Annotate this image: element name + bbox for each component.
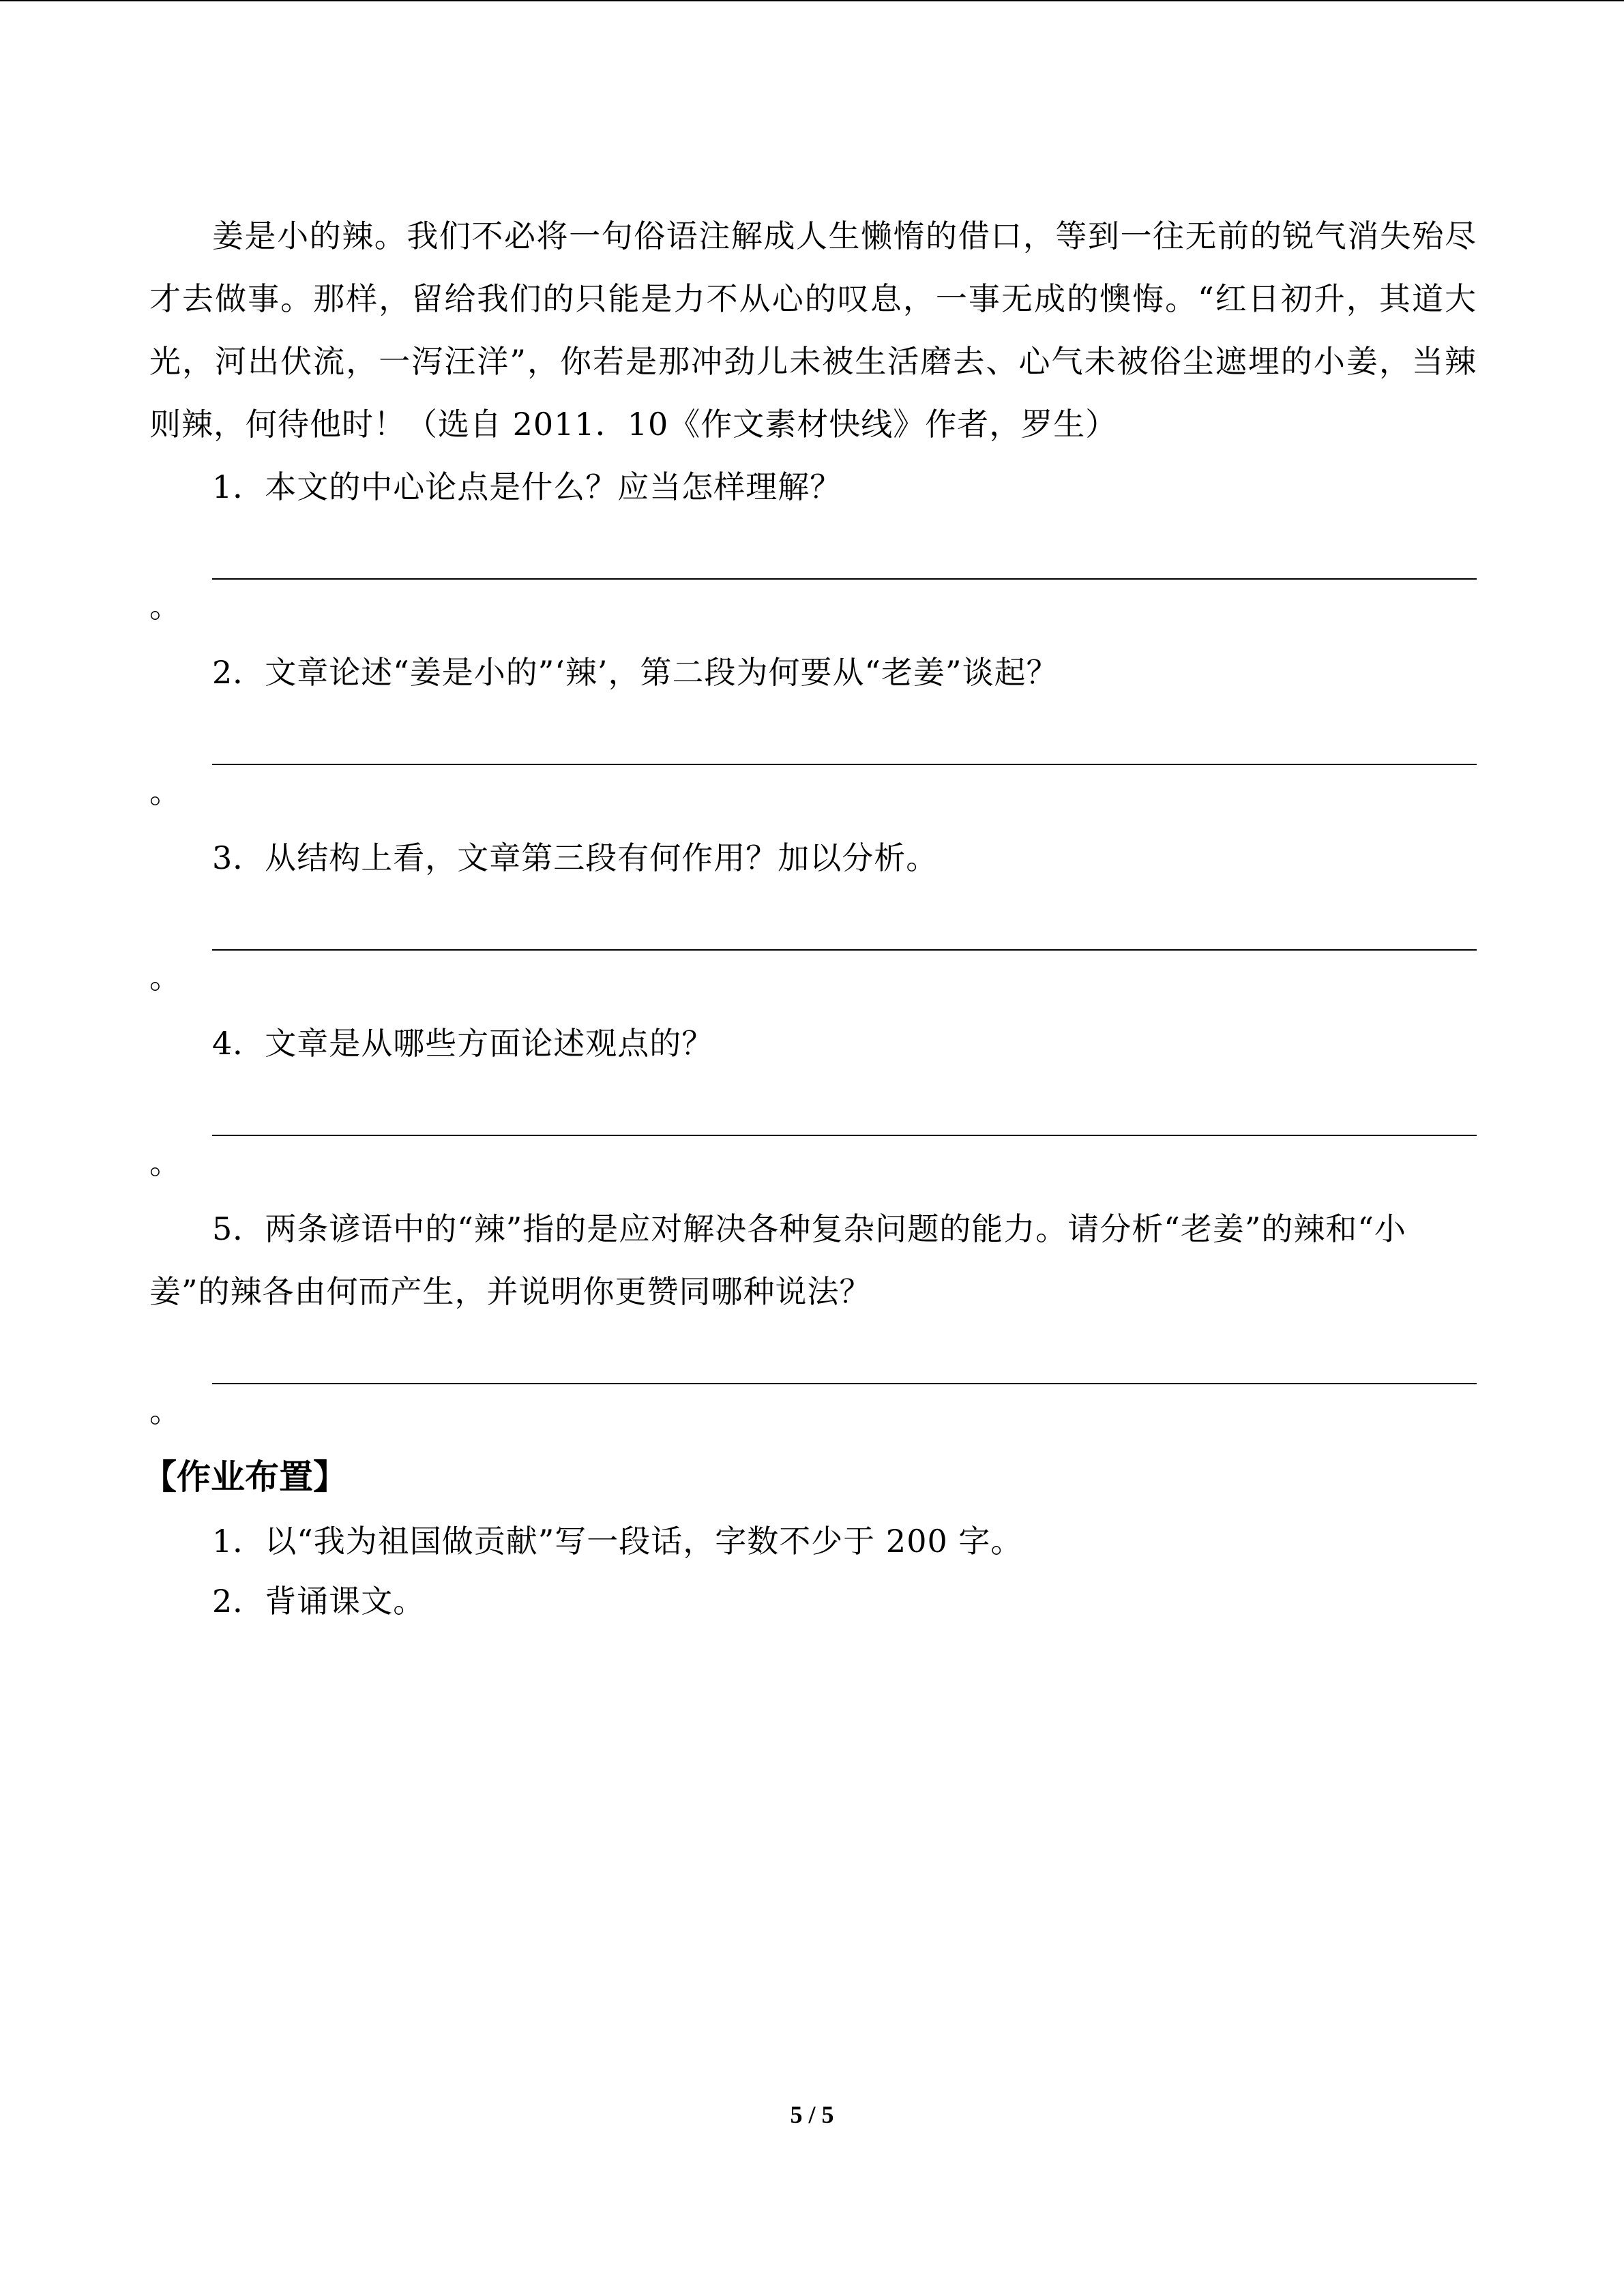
- passage-paragraph: 姜是小的辣。我们不必将一句俗语注解成人生懒惰的借口，等到一往无前的锐气消失殆尽才去做事。那样，留给我们的只能是力不从心的叹息，一事无成的懊悔。“红日初升，其道大光，河出伏流，一泻汪洋”，你若是那冲劲儿未被生活磨去、心气未被俗尘遮埋的小姜，当辣则辣，何待他时！（选自 2011．10《作文素材快线》作者，罗生）: [149, 218, 1477, 443]
- question-block-4: [149, 1012, 1477, 1189]
- question-text: 4．文章是从哪些方面论述观点的？: [212, 1025, 714, 1062]
- question-block-5: [149, 1197, 1477, 1437]
- question-block-1: [149, 456, 1477, 633]
- answer-line[interactable]: [212, 704, 1477, 765]
- homework-item: 2．背诵课文。: [212, 1583, 426, 1620]
- answer-line[interactable]: [212, 1075, 1477, 1136]
- answer-line[interactable]: [212, 518, 1477, 580]
- question-text: 3．从结构上看，文章第三段有何作用？加以分析。: [212, 839, 939, 876]
- document-page: [143, 205, 1477, 1631]
- answer-period: 。: [149, 588, 181, 625]
- homework-item: 1．以“我为祖国做贡献”写一段话，字数不少于 200 字。: [212, 1523, 1023, 1560]
- question-text: 1．本文的中心论点是什么？应当怎样理解？: [212, 468, 842, 505]
- question-text: 5．两条谚语中的“辣”指的是应对解决各种复杂问题的能力。请分析“老姜”的辣和“小姜”的辣各由何而产生，并说明你更赞同哪种说法？: [149, 1210, 1406, 1310]
- answer-period: 。: [149, 1392, 181, 1429]
- question-text: 2．文章论述“姜是小的”‘辣’，第二段为何要从“老姜”谈起？: [212, 654, 1059, 691]
- answer-period: 。: [149, 773, 181, 810]
- answer-line[interactable]: [212, 1323, 1477, 1384]
- answer-line[interactable]: [212, 889, 1477, 951]
- homework-heading: 【作业布置】: [143, 1457, 347, 1497]
- page-number: 5 / 5: [790, 2101, 834, 2128]
- answer-period: 。: [149, 959, 181, 996]
- answer-period: 。: [149, 1144, 181, 1181]
- question-block-2: [149, 641, 1477, 818]
- question-block-3: [149, 826, 1477, 1004]
- top-border-line: [0, 0, 1624, 1]
